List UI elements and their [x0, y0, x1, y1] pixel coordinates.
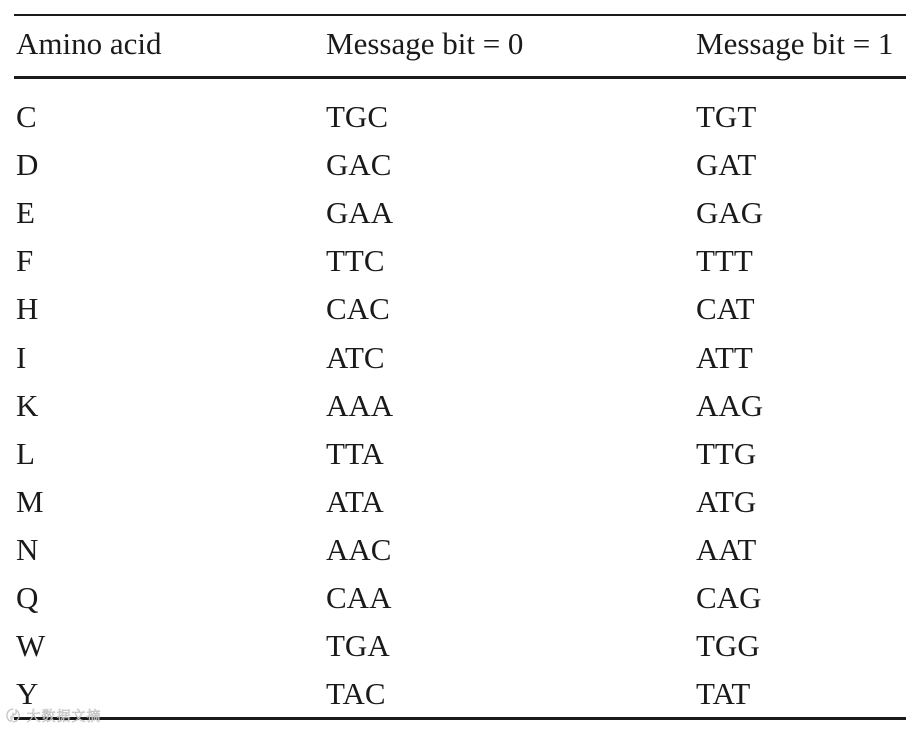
message-bit-1-cell: AAT [696, 531, 757, 567]
table-top-rule [14, 14, 906, 16]
message-bit-0-cell: ATC [326, 339, 385, 375]
message-bit-0-cell: TTA [326, 435, 384, 471]
message-bit-0-cell: GAC [326, 147, 392, 183]
message-bit-1-cell: ATT [696, 339, 753, 375]
message-bit-1-cell: ATG [696, 483, 757, 519]
header-message-bit-0: Message bit = 0 [326, 26, 524, 61]
message-bit-1-cell: GAG [696, 195, 764, 231]
amino-acid-cell: E [16, 195, 35, 231]
amino-acid-cell: H [16, 291, 39, 327]
amino-acid-cell: L [16, 435, 35, 471]
message-bit-1-cell: TTT [696, 243, 753, 279]
message-bit-1-cell: CAG [696, 580, 762, 615]
table-bottom-rule [14, 717, 906, 720]
message-bit-1-cell: TGG [696, 628, 760, 664]
amino-acid-cell: C [16, 99, 37, 134]
message-bit-1-cell: AAG [696, 387, 764, 423]
message-bit-1-cell: TAT [696, 676, 751, 712]
header-message-bit-1: Message bit = 1 [696, 26, 894, 61]
message-bit-0-cell: TGA [326, 628, 390, 664]
message-bit-0-cell: TGC [326, 99, 388, 134]
amino-acid-cell: W [16, 628, 46, 664]
message-bit-0-cell: TAC [326, 676, 386, 712]
watermark-logo: 〄 大数据文摘 [6, 709, 102, 725]
table-header-rule [14, 76, 906, 79]
message-bit-0-cell: GAA [326, 195, 394, 231]
message-bit-0-cell: CAC [326, 291, 390, 327]
amino-acid-cell: D [16, 147, 39, 183]
amino-acid-cell: Q [16, 580, 39, 615]
message-bit-1-cell: TTG [696, 435, 757, 471]
amino-acid-cell: K [16, 387, 39, 423]
header-amino-acid: Amino acid [16, 26, 162, 61]
amino-acid-cell: Y [16, 676, 39, 712]
amino-acid-cell: M [16, 483, 44, 519]
amino-acid-cell: I [16, 339, 27, 375]
message-bit-0-cell: TTC [326, 243, 385, 279]
message-bit-0-cell: CAA [326, 580, 392, 615]
message-bit-1-cell: TGT [696, 99, 757, 134]
message-bit-0-cell: AAC [326, 531, 392, 567]
watermark-text: 大数据文摘 [26, 709, 102, 725]
message-bit-1-cell: CAT [696, 291, 755, 327]
message-bit-1-cell: GAT [696, 147, 757, 183]
message-bit-0-cell: ATA [326, 483, 384, 519]
message-bit-0-cell: AAA [326, 387, 394, 423]
amino-acid-cell: F [16, 243, 34, 279]
amino-acid-cell: N [16, 531, 39, 567]
